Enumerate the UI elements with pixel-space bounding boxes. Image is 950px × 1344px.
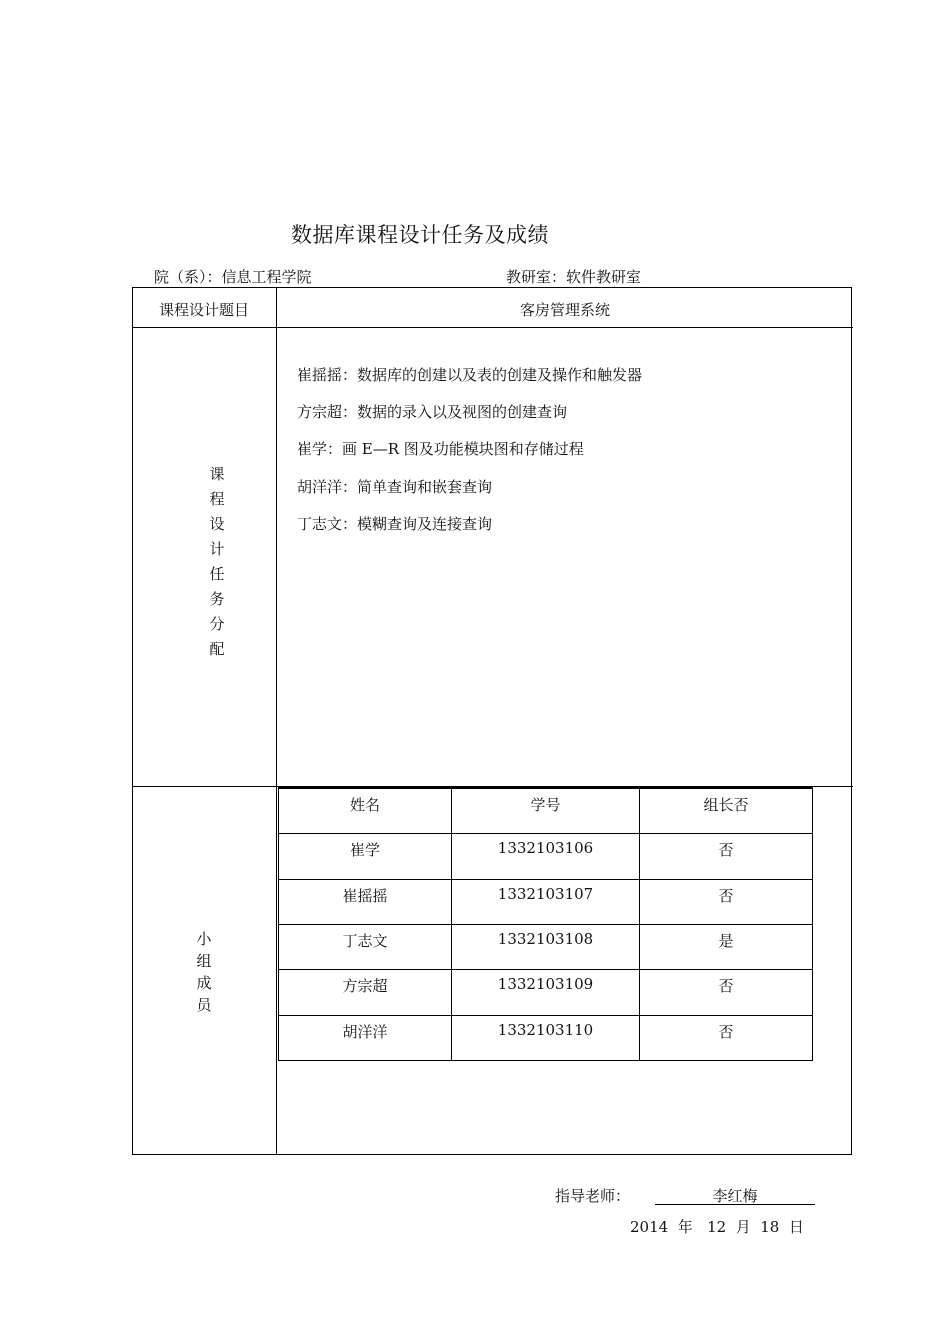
office-label: 教研室：软件教研室 xyxy=(506,268,642,286)
task-line: 方宗超：数据的录入以及视图的创建查询 xyxy=(297,403,568,421)
department-label: 院（系）：信息工程学院 xyxy=(154,268,312,286)
member-name: 胡洋洋 xyxy=(279,1015,452,1060)
member-name: 崔学 xyxy=(279,834,452,879)
column-header-leader: 组长否 xyxy=(640,788,813,834)
member-name: 丁志文 xyxy=(279,924,452,969)
date-month-unit: 月 xyxy=(735,1218,751,1236)
members-header-row xyxy=(279,788,813,834)
date-year-unit: 年 xyxy=(677,1218,693,1236)
tasks-label-char: 任 xyxy=(209,565,225,583)
members-label-char: 员 xyxy=(196,996,212,1014)
column-divider xyxy=(276,287,277,1155)
column-header-name: 姓名 xyxy=(279,788,452,834)
table-row xyxy=(279,834,813,879)
tasks-label-char: 课 xyxy=(209,465,225,483)
advisor-name xyxy=(655,1185,815,1205)
members-label-char: 组 xyxy=(196,952,212,970)
date-year: 2014 xyxy=(630,1218,669,1236)
document-title: 数据库课程设计任务及成绩 xyxy=(291,223,549,247)
row-divider-topic xyxy=(132,327,853,328)
tasks-label-char: 计 xyxy=(209,540,225,558)
signature-date xyxy=(630,1216,804,1237)
date-day: 18 xyxy=(760,1218,780,1236)
task-line: 胡洋洋：简单查询和嵌套查询 xyxy=(297,478,493,496)
advisor-name-text: 李红梅 xyxy=(712,1187,758,1205)
member-leader: 否 xyxy=(640,970,813,1015)
task-line: 丁志文：模糊查询及连接查询 xyxy=(297,515,493,533)
members-label xyxy=(194,928,214,1016)
member-id: 1332103107 xyxy=(452,879,640,924)
member-leader: 否 xyxy=(640,879,813,924)
task-line: 崔摇摇：数据库的创建以及表的创建及操作和触发器 xyxy=(297,366,643,384)
tasks-label-char: 配 xyxy=(209,640,225,658)
tasks-label xyxy=(207,462,227,662)
tasks-label-char: 程 xyxy=(209,490,225,508)
members-table xyxy=(278,787,813,1061)
members-label-char: 成 xyxy=(196,974,212,992)
table-row xyxy=(279,970,813,1015)
member-name: 崔摇摇 xyxy=(279,879,452,924)
table-row xyxy=(279,879,813,924)
table-row xyxy=(279,1015,813,1060)
tasks-label-char: 分 xyxy=(209,615,225,633)
advisor-label: 指导老师： xyxy=(555,1187,631,1205)
member-id: 1332103108 xyxy=(452,924,640,969)
topic-label: 课程设计题目 xyxy=(158,301,249,319)
table-row xyxy=(279,924,813,969)
member-leader: 是 xyxy=(640,924,813,969)
member-id: 1332103106 xyxy=(452,834,640,879)
date-day-unit: 日 xyxy=(788,1218,804,1236)
column-header-student-id: 学号 xyxy=(452,788,640,834)
member-leader: 否 xyxy=(640,834,813,879)
members-label-char: 小 xyxy=(196,930,212,948)
tasks-label-char: 务 xyxy=(209,590,225,608)
member-name: 方宗超 xyxy=(279,970,452,1015)
tasks-label-char: 设 xyxy=(209,515,225,533)
topic-value: 客房管理系统 xyxy=(519,301,610,319)
task-line: 崔学：画 E—R 图及功能模块图和存储过程 xyxy=(297,440,584,458)
member-id: 1332103110 xyxy=(452,1015,640,1060)
member-leader: 否 xyxy=(640,1015,813,1060)
date-month: 12 xyxy=(707,1218,727,1236)
member-id: 1332103109 xyxy=(452,970,640,1015)
